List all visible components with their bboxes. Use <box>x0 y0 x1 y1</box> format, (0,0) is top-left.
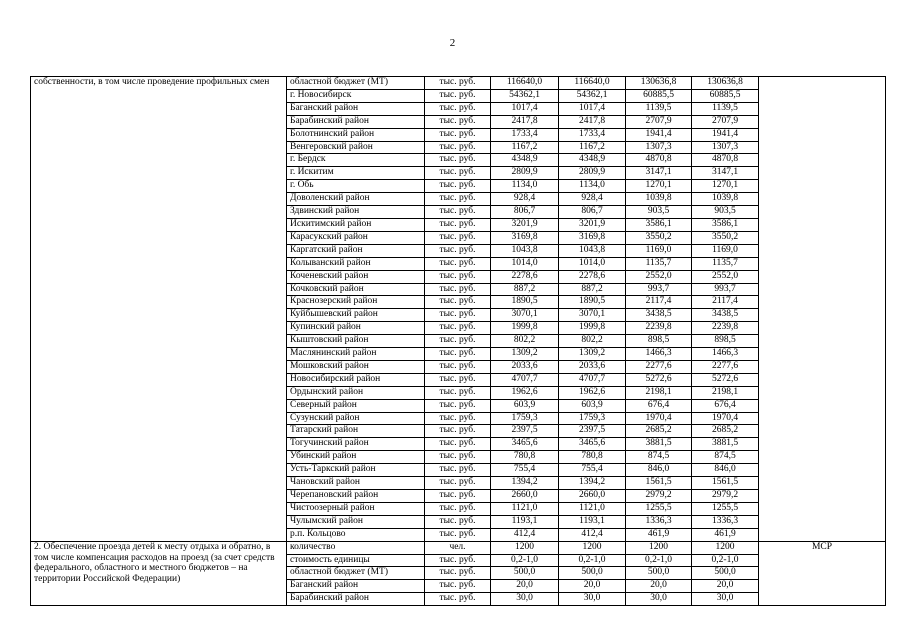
value-2-cell: 1890,5 <box>559 296 626 309</box>
value-2-cell: 1962,6 <box>559 386 626 399</box>
value-3-cell: 0,2-1,0 <box>626 554 692 567</box>
unit-cell: тыс. руб. <box>425 386 491 399</box>
value-1-cell: 30,0 <box>491 593 559 606</box>
value-4-cell: 2979,2 <box>692 490 759 503</box>
table-row <box>31 77 886 90</box>
value-2-cell: 20,0 <box>559 580 626 593</box>
value-3-cell: 1139,5 <box>626 102 692 115</box>
page-number: 2 <box>449 37 456 49</box>
indicator-name-cell: г. Обь <box>287 180 425 193</box>
unit-cell: чел. <box>425 541 491 554</box>
unit-cell: тыс. руб. <box>425 115 491 128</box>
value-1-cell: 3201,9 <box>491 218 559 231</box>
value-1-cell: 412,4 <box>491 528 559 541</box>
value-2-cell: 2809,9 <box>559 167 626 180</box>
value-4-cell: 1336,3 <box>692 515 759 528</box>
value-2-cell: 4707,7 <box>559 373 626 386</box>
value-1-cell: 3070,1 <box>491 309 559 322</box>
value-4-cell: 461,9 <box>692 528 759 541</box>
value-2-cell: 4348,9 <box>559 154 626 167</box>
value-1-cell: 1193,1 <box>491 515 559 528</box>
value-4-cell: 2198,1 <box>692 386 759 399</box>
value-4-cell: 2707,9 <box>692 115 759 128</box>
value-4-cell: 1135,7 <box>692 257 759 270</box>
indicator-name-cell: Здвинский район <box>287 206 425 219</box>
value-3-cell: 461,9 <box>626 528 692 541</box>
value-3-cell: 1135,7 <box>626 257 692 270</box>
value-1-cell: 2397,5 <box>491 425 559 438</box>
indicator-name-cell: областной бюджет (МТ) <box>287 567 425 580</box>
value-2-cell: 30,0 <box>559 593 626 606</box>
value-3-cell: 1200 <box>626 541 692 554</box>
value-3-cell: 1270,1 <box>626 180 692 193</box>
value-4-cell: 2117,4 <box>692 296 759 309</box>
unit-cell: тыс. руб. <box>425 580 491 593</box>
indicator-name-cell: Усть-Таркский район <box>287 464 425 477</box>
value-3-cell: 903,5 <box>626 206 692 219</box>
value-1-cell: 928,4 <box>491 193 559 206</box>
unit-cell: тыс. руб. <box>425 218 491 231</box>
value-1-cell: 1167,2 <box>491 141 559 154</box>
value-3-cell: 1255,5 <box>626 502 692 515</box>
value-4-cell: 4870,8 <box>692 154 759 167</box>
value-1-cell: 54362,1 <box>491 89 559 102</box>
value-4-cell: 1039,8 <box>692 193 759 206</box>
value-1-cell: 1200 <box>491 541 559 554</box>
value-2-cell: 1999,8 <box>559 322 626 335</box>
value-3-cell: 20,0 <box>626 580 692 593</box>
indicator-name-cell: Искитимский район <box>287 218 425 231</box>
executor-cell <box>759 77 886 542</box>
value-1-cell: 1394,2 <box>491 477 559 490</box>
value-4-cell: 60885,5 <box>692 89 759 102</box>
unit-cell: тыс. руб. <box>425 502 491 515</box>
indicator-name-cell: Краснозерский район <box>287 296 425 309</box>
indicator-name-cell: Мошковский район <box>287 360 425 373</box>
executor-cell: МСР <box>759 541 886 606</box>
value-1-cell: 1890,5 <box>491 296 559 309</box>
value-2-cell: 116640,0 <box>559 77 626 90</box>
unit-cell: тыс. руб. <box>425 283 491 296</box>
unit-cell: тыс. руб. <box>425 515 491 528</box>
value-1-cell: 2278,6 <box>491 270 559 283</box>
value-4-cell: 2552,0 <box>692 270 759 283</box>
unit-cell: тыс. руб. <box>425 451 491 464</box>
indicator-name-cell: Коченевский район <box>287 270 425 283</box>
indicator-name-cell: Тогучинский район <box>287 438 425 451</box>
unit-cell: тыс. руб. <box>425 77 491 90</box>
value-1-cell: 2417,8 <box>491 115 559 128</box>
value-1-cell: 1121,0 <box>491 502 559 515</box>
value-3-cell: 2685,2 <box>626 425 692 438</box>
value-1-cell: 2660,0 <box>491 490 559 503</box>
value-3-cell: 3147,1 <box>626 167 692 180</box>
value-2-cell: 2397,5 <box>559 425 626 438</box>
value-2-cell: 755,4 <box>559 464 626 477</box>
value-2-cell: 0,2-1,0 <box>559 554 626 567</box>
unit-cell: тыс. руб. <box>425 89 491 102</box>
value-3-cell: 993,7 <box>626 283 692 296</box>
value-4-cell: 3147,1 <box>692 167 759 180</box>
value-3-cell: 1941,4 <box>626 128 692 141</box>
value-1-cell: 1014,0 <box>491 257 559 270</box>
value-2-cell: 887,2 <box>559 283 626 296</box>
value-2-cell: 1014,0 <box>559 257 626 270</box>
unit-cell: тыс. руб. <box>425 102 491 115</box>
value-2-cell: 1193,1 <box>559 515 626 528</box>
value-4-cell: 1270,1 <box>692 180 759 193</box>
indicator-name-cell: Венгеровский район <box>287 141 425 154</box>
indicator-name-cell: Купинский район <box>287 322 425 335</box>
value-3-cell: 3550,2 <box>626 231 692 244</box>
unit-cell: тыс. руб. <box>425 490 491 503</box>
value-4-cell: 1466,3 <box>692 348 759 361</box>
value-3-cell: 2277,6 <box>626 360 692 373</box>
value-3-cell: 2707,9 <box>626 115 692 128</box>
value-4-cell: 993,7 <box>692 283 759 296</box>
value-3-cell: 1466,3 <box>626 348 692 361</box>
value-1-cell: 1759,3 <box>491 412 559 425</box>
value-1-cell: 116640,0 <box>491 77 559 90</box>
value-1-cell: 1017,4 <box>491 102 559 115</box>
value-2-cell: 3201,9 <box>559 218 626 231</box>
unit-cell: тыс. руб. <box>425 425 491 438</box>
value-2-cell: 3070,1 <box>559 309 626 322</box>
unit-cell: тыс. руб. <box>425 270 491 283</box>
indicator-name-cell: Чулымский район <box>287 515 425 528</box>
value-2-cell: 500,0 <box>559 567 626 580</box>
value-1-cell: 2033,6 <box>491 360 559 373</box>
value-2-cell: 54362,1 <box>559 89 626 102</box>
indicator-name-cell: Болотнинский район <box>287 128 425 141</box>
unit-cell: тыс. руб. <box>425 438 491 451</box>
value-4-cell: 874,5 <box>692 451 759 464</box>
unit-cell: тыс. руб. <box>425 360 491 373</box>
value-1-cell: 3465,6 <box>491 438 559 451</box>
value-3-cell: 1970,4 <box>626 412 692 425</box>
value-3-cell: 2239,8 <box>626 322 692 335</box>
value-2-cell: 780,8 <box>559 451 626 464</box>
value-1-cell: 2809,9 <box>491 167 559 180</box>
value-3-cell: 60885,5 <box>626 89 692 102</box>
value-2-cell: 603,9 <box>559 399 626 412</box>
value-3-cell: 30,0 <box>626 593 692 606</box>
value-2-cell: 2417,8 <box>559 115 626 128</box>
value-3-cell: 2552,0 <box>626 270 692 283</box>
value-3-cell: 846,0 <box>626 464 692 477</box>
value-4-cell: 2685,2 <box>692 425 759 438</box>
indicator-name-cell: Доволенский район <box>287 193 425 206</box>
indicator-name-cell: Чановский район <box>287 477 425 490</box>
value-4-cell: 846,0 <box>692 464 759 477</box>
value-1-cell: 780,8 <box>491 451 559 464</box>
indicator-name-cell: Баганский район <box>287 102 425 115</box>
value-3-cell: 3586,1 <box>626 218 692 231</box>
indicator-name-cell: Кыштовский район <box>287 335 425 348</box>
activity-description: 2. Обеспечение проезда детей к месту отдыха и обратно, в том числе компенсация расходов на проезд (за счет средств федерального, областного и местного бюджетов – на территории Российской Федерации) <box>31 541 287 606</box>
indicator-name-cell: Северный район <box>287 399 425 412</box>
unit-cell: тыс. руб. <box>425 257 491 270</box>
value-4-cell: 898,5 <box>692 335 759 348</box>
value-4-cell: 20,0 <box>692 580 759 593</box>
indicator-name-cell: Карасукский район <box>287 231 425 244</box>
value-1-cell: 500,0 <box>491 567 559 580</box>
value-4-cell: 1200 <box>692 541 759 554</box>
indicator-name-cell: Барабинский район <box>287 593 425 606</box>
indicator-name-cell: Барабинский район <box>287 115 425 128</box>
value-4-cell: 1255,5 <box>692 502 759 515</box>
unit-cell: тыс. руб. <box>425 296 491 309</box>
indicator-name-cell: количество <box>287 541 425 554</box>
value-3-cell: 676,4 <box>626 399 692 412</box>
indicator-name-cell: Новосибирский район <box>287 373 425 386</box>
value-2-cell: 802,2 <box>559 335 626 348</box>
value-1-cell: 1309,2 <box>491 348 559 361</box>
indicator-name-cell: Убинский район <box>287 451 425 464</box>
value-1-cell: 4348,9 <box>491 154 559 167</box>
unit-cell: тыс. руб. <box>425 567 491 580</box>
value-4-cell: 1970,4 <box>692 412 759 425</box>
unit-cell: тыс. руб. <box>425 141 491 154</box>
unit-cell: тыс. руб. <box>425 593 491 606</box>
value-1-cell: 806,7 <box>491 206 559 219</box>
value-2-cell: 1043,8 <box>559 244 626 257</box>
value-2-cell: 3169,8 <box>559 231 626 244</box>
value-2-cell: 1121,0 <box>559 502 626 515</box>
value-4-cell: 3881,5 <box>692 438 759 451</box>
unit-cell: тыс. руб. <box>425 528 491 541</box>
value-1-cell: 1733,4 <box>491 128 559 141</box>
unit-cell: тыс. руб. <box>425 231 491 244</box>
value-4-cell: 2239,8 <box>692 322 759 335</box>
unit-cell: тыс. руб. <box>425 335 491 348</box>
indicator-name-cell: Ордынский район <box>287 386 425 399</box>
value-3-cell: 874,5 <box>626 451 692 464</box>
value-4-cell: 3550,2 <box>692 231 759 244</box>
value-3-cell: 1169,0 <box>626 244 692 257</box>
unit-cell: тыс. руб. <box>425 193 491 206</box>
value-2-cell: 1017,4 <box>559 102 626 115</box>
unit-cell: тыс. руб. <box>425 244 491 257</box>
value-3-cell: 1039,8 <box>626 193 692 206</box>
value-3-cell: 500,0 <box>626 567 692 580</box>
value-3-cell: 898,5 <box>626 335 692 348</box>
value-4-cell: 0,2-1,0 <box>692 554 759 567</box>
indicator-name-cell: Каргатский район <box>287 244 425 257</box>
value-1-cell: 802,2 <box>491 335 559 348</box>
value-3-cell: 2198,1 <box>626 386 692 399</box>
value-4-cell: 3586,1 <box>692 218 759 231</box>
unit-cell: тыс. руб. <box>425 309 491 322</box>
unit-cell: тыс. руб. <box>425 167 491 180</box>
unit-cell: тыс. руб. <box>425 128 491 141</box>
value-3-cell: 3438,5 <box>626 309 692 322</box>
indicator-name-cell: Колыванский район <box>287 257 425 270</box>
value-1-cell: 1962,6 <box>491 386 559 399</box>
indicator-name-cell: Сузунский район <box>287 412 425 425</box>
activity-description: собственности, в том числе проведение профильных смен <box>31 77 287 542</box>
value-3-cell: 1336,3 <box>626 515 692 528</box>
value-2-cell: 2660,0 <box>559 490 626 503</box>
value-1-cell: 3169,8 <box>491 231 559 244</box>
indicator-name-cell: стоимость единицы <box>287 554 425 567</box>
value-3-cell: 1307,3 <box>626 141 692 154</box>
indicator-name-cell: Кочковский район <box>287 283 425 296</box>
value-3-cell: 2117,4 <box>626 296 692 309</box>
indicator-name-cell: Татарский район <box>287 425 425 438</box>
value-3-cell: 5272,6 <box>626 373 692 386</box>
value-1-cell: 20,0 <box>491 580 559 593</box>
value-1-cell: 4707,7 <box>491 373 559 386</box>
indicator-name-cell: Черепановский район <box>287 490 425 503</box>
value-4-cell: 1169,0 <box>692 244 759 257</box>
value-1-cell: 1043,8 <box>491 244 559 257</box>
value-1-cell: 1999,8 <box>491 322 559 335</box>
value-2-cell: 1309,2 <box>559 348 626 361</box>
value-1-cell: 0,2-1,0 <box>491 554 559 567</box>
value-4-cell: 676,4 <box>692 399 759 412</box>
unit-cell: тыс. руб. <box>425 348 491 361</box>
value-2-cell: 2033,6 <box>559 360 626 373</box>
unit-cell: тыс. руб. <box>425 477 491 490</box>
value-2-cell: 1759,3 <box>559 412 626 425</box>
value-3-cell: 4870,8 <box>626 154 692 167</box>
indicator-name-cell: г. Новосибирск <box>287 89 425 102</box>
value-4-cell: 1307,3 <box>692 141 759 154</box>
value-4-cell: 1941,4 <box>692 128 759 141</box>
value-3-cell: 2979,2 <box>626 490 692 503</box>
unit-cell: тыс. руб. <box>425 464 491 477</box>
value-2-cell: 1167,2 <box>559 141 626 154</box>
indicator-name-cell: Маслянинский район <box>287 348 425 361</box>
budget-table <box>30 76 886 606</box>
unit-cell: тыс. руб. <box>425 322 491 335</box>
value-1-cell: 603,9 <box>491 399 559 412</box>
value-4-cell: 2277,6 <box>692 360 759 373</box>
value-2-cell: 1394,2 <box>559 477 626 490</box>
unit-cell: тыс. руб. <box>425 154 491 167</box>
unit-cell: тыс. руб. <box>425 206 491 219</box>
value-1-cell: 1134,0 <box>491 180 559 193</box>
value-4-cell: 1139,5 <box>692 102 759 115</box>
indicator-name-cell: Баганский район <box>287 580 425 593</box>
indicator-name-cell: г. Искитим <box>287 167 425 180</box>
value-4-cell: 130636,8 <box>692 77 759 90</box>
value-4-cell: 30,0 <box>692 593 759 606</box>
indicator-name-cell: г. Бердск <box>287 154 425 167</box>
value-3-cell: 130636,8 <box>626 77 692 90</box>
value-2-cell: 2278,6 <box>559 270 626 283</box>
value-2-cell: 1733,4 <box>559 128 626 141</box>
indicator-name-cell: Куйбышевский район <box>287 309 425 322</box>
value-2-cell: 1200 <box>559 541 626 554</box>
value-3-cell: 3881,5 <box>626 438 692 451</box>
indicator-name-cell: областной бюджет (МТ) <box>287 77 425 90</box>
unit-cell: тыс. руб. <box>425 554 491 567</box>
indicator-name-cell: Чистоозерный район <box>287 502 425 515</box>
value-1-cell: 887,2 <box>491 283 559 296</box>
value-4-cell: 3438,5 <box>692 309 759 322</box>
value-3-cell: 1561,5 <box>626 477 692 490</box>
unit-cell: тыс. руб. <box>425 412 491 425</box>
value-4-cell: 5272,6 <box>692 373 759 386</box>
table-row <box>31 541 886 554</box>
value-2-cell: 412,4 <box>559 528 626 541</box>
value-1-cell: 755,4 <box>491 464 559 477</box>
value-4-cell: 903,5 <box>692 206 759 219</box>
budget-table-body <box>31 77 886 606</box>
value-2-cell: 806,7 <box>559 206 626 219</box>
unit-cell: тыс. руб. <box>425 180 491 193</box>
value-2-cell: 3465,6 <box>559 438 626 451</box>
value-2-cell: 1134,0 <box>559 180 626 193</box>
value-4-cell: 500,0 <box>692 567 759 580</box>
value-4-cell: 1561,5 <box>692 477 759 490</box>
unit-cell: тыс. руб. <box>425 399 491 412</box>
unit-cell: тыс. руб. <box>425 373 491 386</box>
value-2-cell: 928,4 <box>559 193 626 206</box>
indicator-name-cell: р.п. Кольцово <box>287 528 425 541</box>
